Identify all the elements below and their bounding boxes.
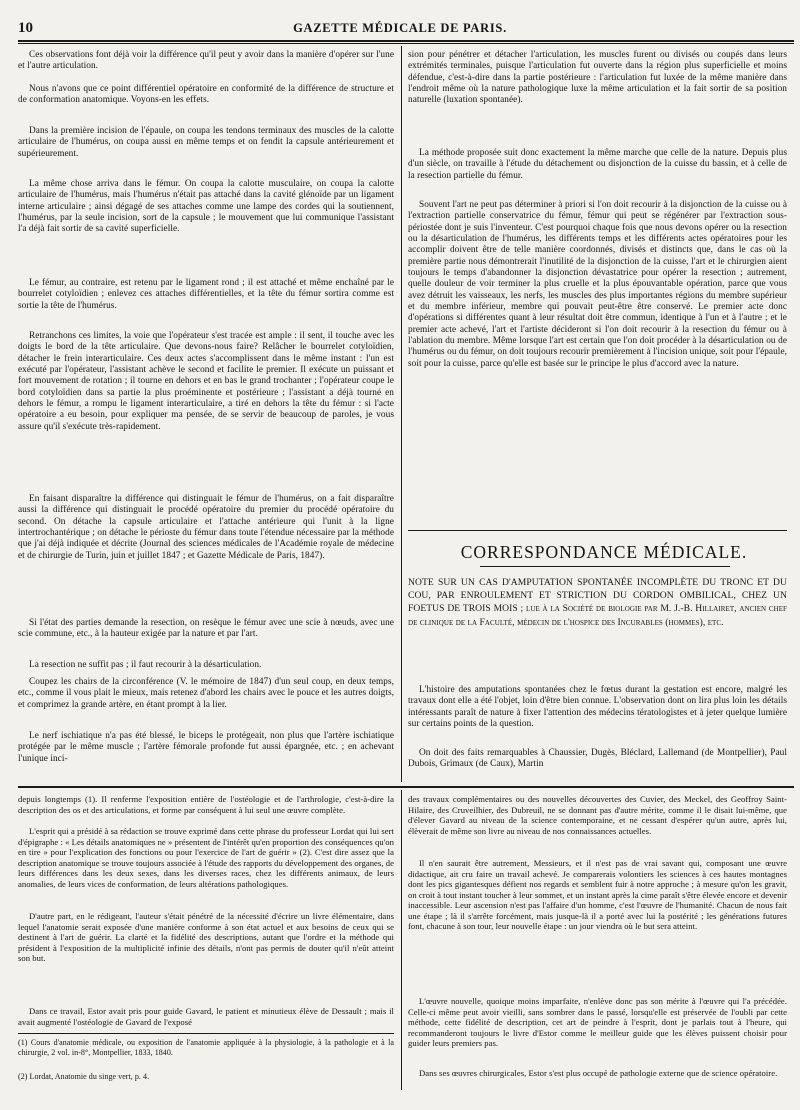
page-split-rule bbox=[18, 786, 794, 788]
column-divider-upper bbox=[401, 46, 402, 782]
header-rule-thin bbox=[18, 43, 794, 44]
left-para-9: La resection ne suffit pas ; il faut recourir à la désarticulation. bbox=[29, 660, 262, 670]
right-para-1: sion pour pénétrer et détacher l'articulation, les muscles furent ou divisés ou coupés dans leurs extrémités terminales, puisque l'articulation fut ouverte dans la région plus superficielle et moins défendue, c'est-à-dire dans la partie postérieure : l'articulation fut luxée de la même manière dans l'endroit même où la nature pathologique luxe la même articulation et la fait sortir de sa position naturelle (luxation spontanée). bbox=[408, 50, 787, 106]
left-para-2: Nous n'avons que ce point différentiel opératoire en conformité de la différence de structure et de conformation anatomique. Voyons-en les effets. bbox=[18, 84, 394, 106]
bottom-right-para-3: L'œuvre nouvelle, quoique moins imparfaite, n'enlève donc pas son mérite à l'œuvre qui l'a précédée. Celle-ci même peut avoir vieilli, sans sombrer dans le passé, lorsqu'elle est préservée de l'oubli par cette méthode, cette fidélité de description, cet art de peindre à l'esprit, dont je parlais tout à l'heure, qui recommanderont toujours le livre d'Estor comme le meilleur guide que les élèves puissent choisir pour guider leurs premiers pas. bbox=[408, 996, 787, 1049]
left-para-5: Le fémur, au contraire, est retenu par le ligament rond ; il est attaché et même enchaîné par le bourrelet cotyloïdien ; enlevez ces attaches différentielles, et la tête du fémur sortira comme est sortie la tête de l'humérus. bbox=[18, 278, 394, 311]
bottom-right-para-4: Dans ses œuvres chirurgicales, Estor s'est plus occupé de pathologie externe que de science opératoire. bbox=[419, 1068, 778, 1078]
left-para-11: Le nerf ischiatique n'a pas été blessé, le biceps le protégeait, non plus que l'artère ischiatique protégée par le même muscle ; l'artère fémorale profonde fut aussi épargnée, etc. ; en achevant l'unique inci- bbox=[18, 731, 394, 764]
footnote-1: (1) Cours d'anatomie médicale, ou exposition de l'anatomie appliquée à la physiologie, à la pathologie et à la chirurgie, 2 vol. in-8°, Montpellier, 1833, 1840. bbox=[18, 1038, 394, 1057]
left-para-8: Si l'état des parties demande la resection, on resèque le fémur avec une scie à nœuds, avec une scie commune, etc., à la hauteur exigée par la nature et par l'art. bbox=[18, 618, 394, 640]
running-title: GAZETTE MÉDICALE DE PARIS. bbox=[293, 21, 507, 35]
correspondance-note: NOTE SUR UN CAS D'AMPUTATION SPONTANÉE INCOMPLÈTE DU TRONC ET DU COU, PAR ENROULEMENT ET STRICTION DU CORDON OMBILICAL, CHEZ UN FOETUS DE TROIS MOIS ; lue à la Société de biologie par M. J.-B. Hillairet, ancien chef de clinique de la Faculté, médecin de l'hospice des Incurables (hommes), etc. bbox=[408, 577, 787, 628]
correspondance-para-2: On doit des faits remarquables à Chaussier, Dugès, Bléclard, Lallemand (de Montpellier), Paul Dubois, Grimaux (de Caux), Martin bbox=[408, 748, 787, 770]
section-rule-top bbox=[408, 530, 787, 531]
left-para-6: Retranchons ces limites, la voie que l'opérateur s'est tracée est ample : il sent, il touche avec les doigts le bord de la tête articulaire. Que devons-nous faire? Relâcher le bourrelet cotyloïdien, détacher le frein interarticulaire. Ces deux actes s'accomplissent dans le même instant : l'un est exécuté par l'opérateur, l'assistant achève le second et facilite le premier. Il exécute un puissant et fort mouvement de rotation ; il tourne en dehors et en bas le grand trochanter ; l'opérateur coupe le bord cotyloïdien dans sa partie la plus proéminente et postérieure ; l'assistant a déjà tourné en dehors le fémur, a rompu le ligament interarticulaire, a tiré en dehors la tête du fémur : si l'acte opératoire a eu besoin, pour expliquer ma pensée, de se servir de beaucoup de paroles, je vous assure qu'il s'exécute très-rapidement. bbox=[18, 331, 394, 432]
bottom-left-para-3: D'autre part, en le rédigeant, l'auteur s'était pénétré de la nécessité d'écrire un livre élémentaire, dans lequel l'anatomie serait exposée d'une manière conforme à son état actuel et aux besoins de ceux qui se destinent à l'art de guérir. La clarté et la fidélité des descriptions, autant que l'ordre et la méthode qui président à l'exposition de la multiplicité infinie des détails, n'ont pas permis de douter qu'il n'eût atteint son but. bbox=[18, 911, 394, 964]
footnote-rule bbox=[18, 1033, 394, 1034]
left-para-1: Ces observations font déjà voir la différence qu'il peut y avoir dans la manière d'opérer sur l'une et l'autre articulation. bbox=[18, 50, 394, 72]
left-para-10: Coupez les chairs de la circonférence (V. le mémoire de 1847) d'un seul coup, en deux temps, etc., comme il vous plait le mieux, mais retenez d'abord les chairs avec le pouce et les autres doigts, et comprimez la grande artère, en étant prompt à la lier. bbox=[18, 677, 394, 710]
bottom-right-para-1: des travaux complémentaires ou des nouvelles découvertes des Cuvier, des Meckel, des Geoffroy Saint-Hilaire, des Cruveilhier, des Dubreuil, ne se donnant pas d'autre mérite, comme il le disait lui-même, que d'élever Gavard au niveau de la science contemporaine, et ne cessant d'espérer qu'un autre, après lui, élèverait de même son livre au niveau de nos connaissances actuelles. bbox=[408, 794, 787, 836]
page-number: 10 bbox=[18, 20, 33, 36]
bottom-left-para-1: depuis longtemps (1). Il renferme l'exposition entière de l'ostéologie et de l'arthrologie, c'est-à-dire la description des os et des articulations, et forme par conséquent à lui seul une œuvre complète. bbox=[18, 794, 394, 815]
bottom-left-para-2: L'esprit qui a présidé à sa rédaction se trouve exprimé dans cette phrase du professeur Lordat qui lui sert d'épigraphe : « Les détails anatomiques ne » présentent de l'intérêt qu'en proportion des conséquences qu'on en tire » pour l'explication des fonctions ou pour l'exercice de l'art de guérir » (2). C'est dire assez que la description anatomique se trouve toujours associée à l'étude des rapports du développement des organes, de leurs différences dans les deux sexes, dans les diverses races, chez les différents animaux, de leurs anomalies, de leurs vices de conformation, de leurs altérations pathologiques. bbox=[18, 826, 394, 889]
section-heading: CORRESPONDANCE MÉDICALE. bbox=[460, 542, 748, 562]
left-para-3: Dans la première incision de l'épaule, on coupa les tendons terminaux des muscles de la calotte articulaire de l'humérus, on coupa aussi en même temps et on fendit la capsule antérieurement et supérieurement. bbox=[18, 126, 394, 159]
heading-underline bbox=[480, 566, 730, 567]
left-para-4: La même chose arriva dans le fémur. On coupa la calotte musculaire, on coupa la calotte articulaire de l'humérus, mais l'humérus n'était pas attaché dans la cavité glénoïde par un ligament interne articulaire ; ainsi dégagé de ses attaches comme une lampe des cordes qui la soutiennent, l'humérus, par la seule incision, sort de la capsule ; le mouvement que lui communique l'assistant l'a déjà fait sortir de sa cavité superficielle. bbox=[18, 179, 394, 235]
right-para-2: La méthode proposée suit donc exactement la même marche que celle de la nature. Depuis plus d'un siècle, on travaille à l'étude du détachement ou disjonction de la cuisse du bassin, et à celle de la resection partielle du fémur. bbox=[408, 148, 787, 181]
bottom-right-para-2: Il n'en saurait être autrement, Messieurs, et il n'est pas de vrai savant qui, composant une œuvre didactique, ait cru faire un travail achevé. Je comparerais volontiers les sciences à ces hautes montagnes dont les pics gigantesques défient nos regards et semblent fuir à notre approche ; à mesure qu'on les gravit, on croit à tout instant toucher à leur sommet, et un instant après la cime paraît s'être élevée encore et devenir inaccessible. Leur ascension n'est pas l'affaire d'un homme, c'est l'œuvre de l'humanité. Chacun de nous fait une étape ; là il s'arrête forcément, mais jusque-là il a porté avec lui la postérité ; les générations futures font, chacune à son tour, leur nouvelle étape : un jour viendra où le but sera atteint. bbox=[408, 858, 787, 932]
column-divider-lower bbox=[401, 790, 402, 1090]
footnote-2: (2) Lordat, Anatomie du singe vert, p. 4. bbox=[18, 1072, 150, 1081]
correspondance-para-1: L'histoire des amputations spontanées chez le fœtus durant la gestation est encore, malgré les travaux dont elle a été l'objet, loin d'être bien connue. L'observation dont on lira plus loin les détails intéressants paraît de nature à fixer l'attention des médecins tératologistes et à jeter quelque lumière sur certains points de la question. bbox=[408, 685, 787, 730]
header-rule bbox=[18, 40, 794, 42]
right-para-3: Souvent l'art ne peut pas déterminer à priori si l'on doit recourir à la disjonction de la cuisse ou à l'extraction partielle conservatrice du fémur, fémur qui peut se régénérer par l'extraction sous-périostée dont je suis l'inventeur. C'est pourquoi chaque fois que nous devons opérer ou la resection ou la désarticulation de l'humérus, les différents temps et les différents actes opératoires pour les accomplir doivent être de telle manière coordonnés, divisés et distincts que, dans le cas où la première partie nous démontrerait l'inutilité de la disjonction de la cuisse, l'art et le chirurgien aient toujours le temps d'abandonner la disjonction dévastatrice pour opérer la resection ; autrement, quelle douleur de voir terminer la plus cruelle et la plus épouvantable opération, parce que vous avez détruit les vaisseaux, les nerfs, les muscles des plus importantes régions du membre supérieur et du membre inférieur, membre qui pouvait peut-être être conservé. Le premier acte donc d'opérations si différentes quant à leur résultat doit être commun, identique à l'un et à l'autre ; et le premier acte achevé, l'art et l'artiste décideront si l'on doit recourir à la resection du fémur ou à l'ablation du membre. Même lorsque l'art est certain que l'on doit procéder à la désarticulation ou de l'humérus ou du fémur, on doit toujours recourir premièrement à l'incision unique, soit pour l'épaule, soit pour la cuisse, parce qu'elle est basée sur le principe le plus d'accord avec la nature. bbox=[408, 200, 787, 369]
bottom-left-para-4: Dans ce travail, Estor avait pris pour guide Gavard, le patient et minutieux élève de Dessault ; mais il avait augmenté l'ostéologie de Gavard de l'exposé bbox=[18, 1006, 394, 1027]
left-para-7: En faisant disparaître la différence qui distinguait le fémur de l'humérus, on a fait disparaître aussi la différence qui distinguait le procédé opératoire du premier du procédé opératoire du second. On détache la capsule articulaire et l'attache antérieure qui l'unit à la ligne intertrochantérique ; on détache le périoste du fémur dans toute l'étendue nécessaire par la méthode que j'ai déjà indiquée et décrite (Journal des sciences médicales de l'Académie royale de médecine et de chirurgie de Turin, juin et juillet 1847 ; et Gazette Médicale de Paris, 1847). bbox=[18, 494, 394, 561]
